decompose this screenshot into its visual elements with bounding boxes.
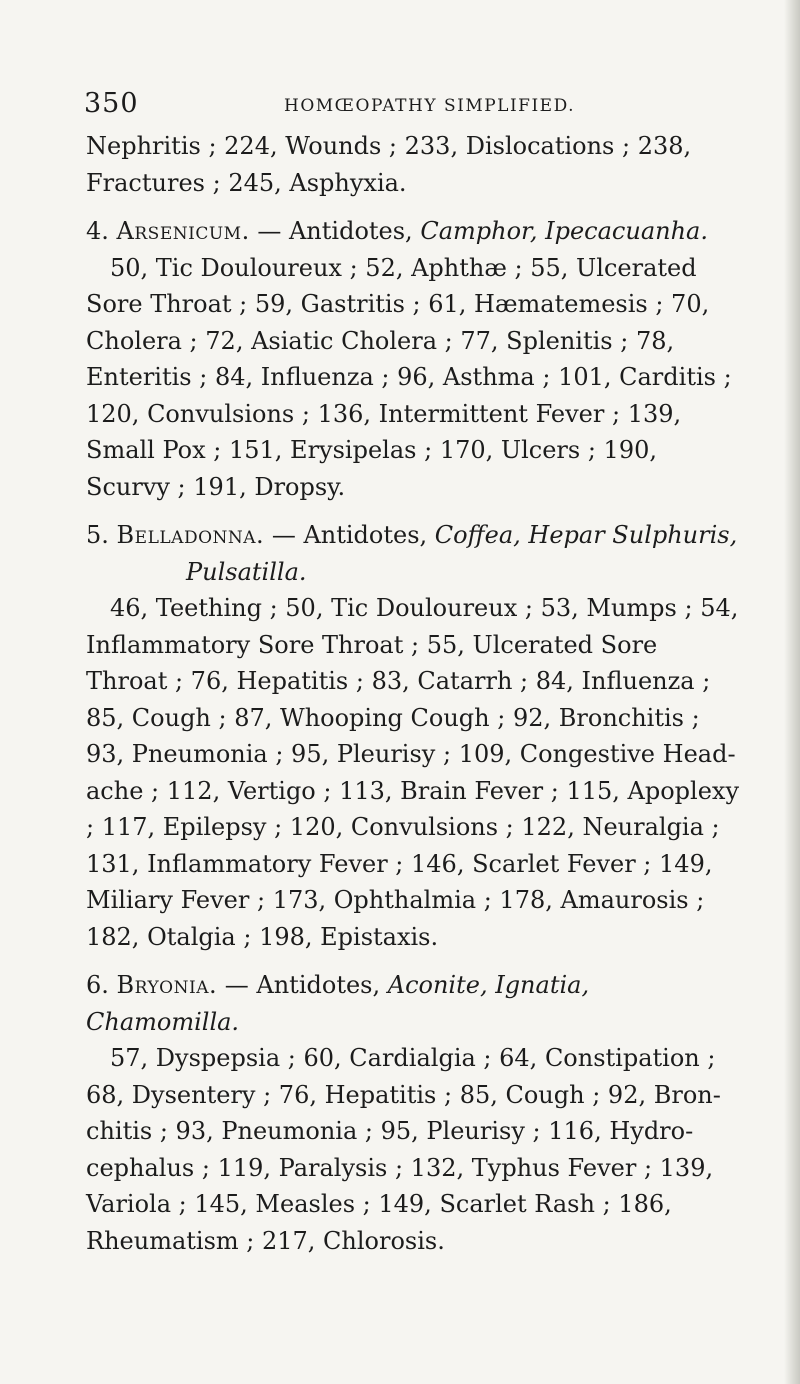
page-number: 350 <box>84 88 139 119</box>
remedy-name: Bryonia. <box>116 971 218 999</box>
opening-paragraph: Nephritis ; 224, Wounds ; 233, Dislocations ; 238, Fractures ; 245, Asphyxia. <box>86 132 692 197</box>
indications-paragraph: 50, Tic Douloureux ; 52, Aphthæ ; 55, Ulcerated Sore Throat ; 59, Gastritis ; 61, Hæmatemesis ; 70, Cholera ; 72, Asiatic Cholera ; 77, Splenitis ; 78, Enteritis ; 84, Influenza ; 96, Asthma ; 101, Carditis ; 120, Convulsions ; 136, Intermittent Fever ; 139, Small Pox ; 151, Erysipelas ; 170, Ulcers ; 190, Scurvy ; 191, Dropsy. <box>86 253 732 501</box>
remedy-heading <box>86 213 742 250</box>
remedy-name: Belladonna. <box>116 521 265 549</box>
indications-paragraph: 57, Dyspepsia ; 60, Cardialgia ; 64, Constipation ; 68, Dysentery ; 76, Hepatitis ; 85, Cough ; 92, Bronchitis ; 93, Pneumonia ; 95, Pleurisy ; 116, Hydrocephalus ; 119, Paralysis ; 132, Typhus Fever ; 139, Variola ; 145, Measles ; 149, Scarlet Rash ; 186, Rheumatism ; 217, Chlorosis. <box>86 1044 721 1255</box>
antidotes-label: — Antidotes, <box>224 971 381 999</box>
remedy-section-arsenicum <box>86 213 742 505</box>
remedy-heading <box>86 517 742 554</box>
indications-paragraph: 46, Teething ; 50, Tic Douloureux ; 53, Mumps ; 54, Inflammatory Sore Throat ; 55, Ulcerated Sore Throat ; 76, Hepatitis ; 83, Catarrh ; 84, Influenza ; 85, Cough ; 87, Whooping Cough ; 92, Bronchitis ; 93, Pneumonia ; 95, Pleurisy ; 109, Congestive Headache ; 112, Vertigo ; 113, Brain Fever ; 115, Apoplexy ; 117, Epilepsy ; 120, Convulsions ; 122, Neuralgia ; 131, Inflammatory Fever ; 146, Scarlet Fever ; 149, Miliary Fever ; 173, Ophthalmia ; 178, Amaurosis ; 182, Otalgia ; 198, Epistaxis. <box>86 594 740 951</box>
remedy-section-bryonia <box>86 967 742 1259</box>
antidotes-label: — Antidotes, <box>271 521 428 549</box>
page-header <box>84 88 744 128</box>
page-edge-shadow <box>784 0 800 1384</box>
running-head: HOMŒOPATHY SIMPLIFIED. <box>284 96 576 116</box>
antidotes-list: Camphor, Ipecacuanha. <box>420 217 708 245</box>
antidotes-list: Coffea, Hepar Sulphuris, <box>434 521 738 549</box>
remedy-number: 6. <box>86 971 109 999</box>
remedy-number: 5. <box>86 521 109 549</box>
remedy-section-belladonna <box>86 517 742 955</box>
page-body <box>86 128 742 1259</box>
antidotes-label: — Antidotes, <box>257 217 413 245</box>
antidotes-list: Aconite, Ignatia, Chamomilla. <box>86 971 590 1036</box>
antidotes-continuation: Pulsatilla. <box>186 557 307 586</box>
remedy-heading <box>86 967 742 1040</box>
remedy-number: 4. <box>86 217 109 245</box>
remedy-name: Arsenicum. <box>116 217 250 245</box>
